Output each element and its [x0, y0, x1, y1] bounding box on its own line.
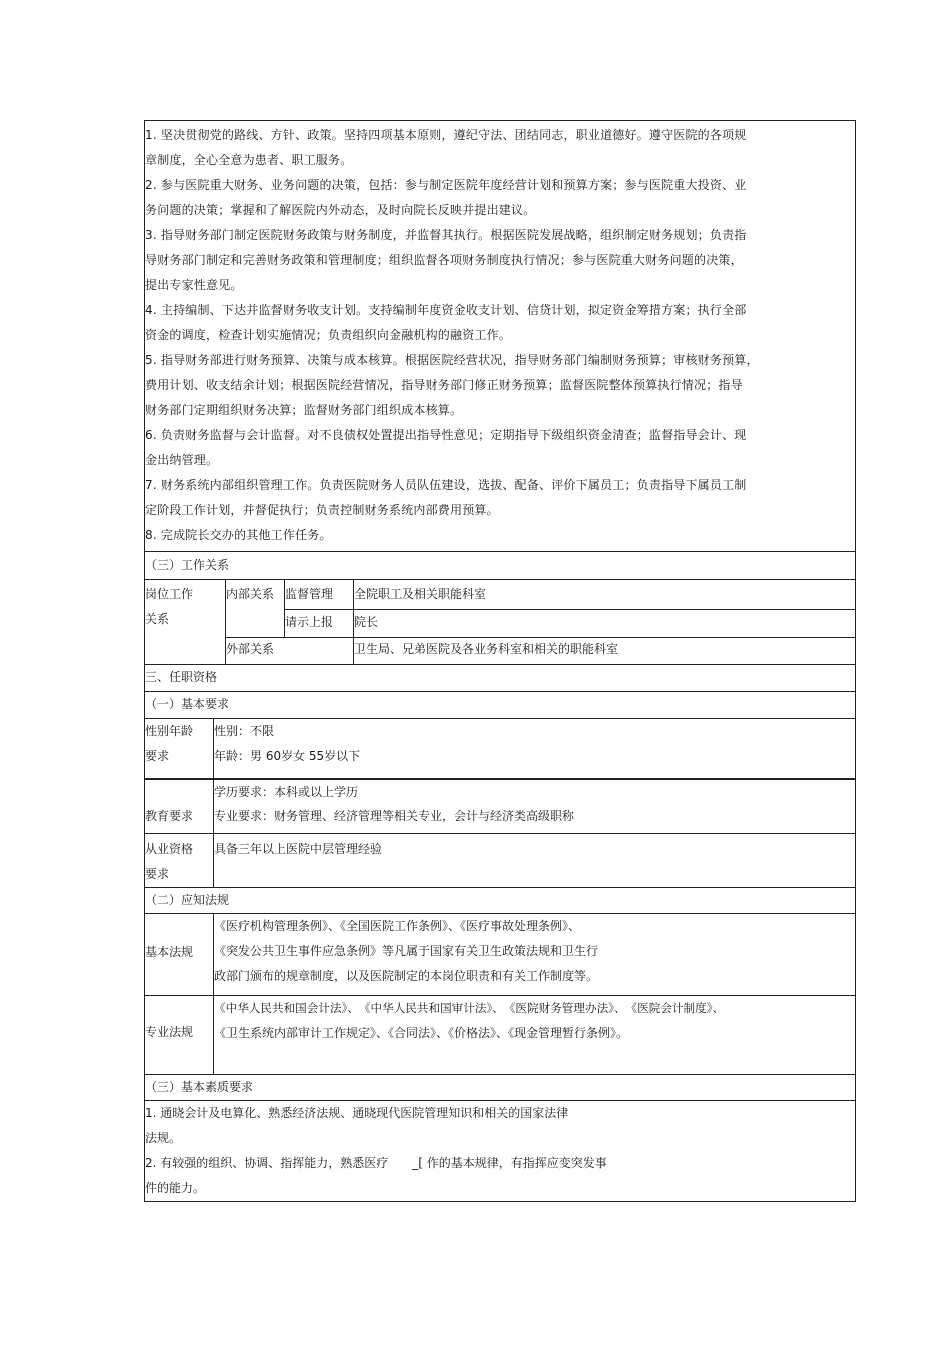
- external-relations-label: 外部关系: [226, 642, 275, 656]
- duty-line: 提出专家性意见。: [145, 278, 243, 292]
- gender-requirement: 性别：不限: [214, 724, 275, 738]
- basic-laws-label-cell: [145, 914, 213, 995]
- job-description-table: [144, 120, 856, 1202]
- duty-line: 定阶段工作计划，并督促执行；负责控制财务系统内部费用预算。: [145, 503, 499, 517]
- pro-laws-value-cell: [213, 996, 855, 1074]
- qualifications-heading-row: [144, 665, 856, 692]
- relations-label-line1: 岗位工作: [145, 587, 194, 601]
- supervise-value: 全院职工及相关职能科室: [354, 587, 487, 601]
- education-value-cell: [213, 780, 855, 833]
- basic-laws-row: [144, 914, 856, 996]
- basic-requirements-heading-row: [144, 692, 856, 719]
- work-relations-row: [144, 580, 856, 665]
- external-relations-cell: [225, 638, 353, 664]
- gender-age-label-cell: [145, 719, 213, 778]
- quality-line: 件的能力。: [145, 1181, 206, 1195]
- education-label: 教育要求: [145, 809, 194, 823]
- quality-line: 2. 有较强的组织、协调、指挥能力，熟悉医疗 _[ 作的基本规律，有指挥应变突发事: [145, 1156, 607, 1170]
- duty-line: 资金的调度，检查计划实施情况；负责组织向金融机构的融资工作。: [145, 328, 512, 342]
- basic-laws-line: 政部门颁布的规章制度，以及医院制定的本岗位职责和有关工作制度等。: [214, 969, 599, 983]
- gender-age-value-cell: [213, 719, 855, 778]
- experience-label-line1: 从业资格: [145, 842, 194, 856]
- quality-heading-row: [144, 1075, 856, 1101]
- laws-heading: （二）应知法规: [145, 893, 230, 907]
- pro-laws-label-cell: [145, 996, 213, 1074]
- internal-relations-cell: [225, 580, 284, 638]
- duty-line: 费用计划、收支结余计划；根据医院经营情况，指导财务部门修正财务预算；监督医院整体预算执行情况；指导: [145, 378, 743, 392]
- laws-heading-row: [144, 888, 856, 914]
- gender-age-label-line1: 性别年龄: [145, 724, 194, 738]
- pro-laws-line: 《卫生系统内部审计工作规定》、《合同法》、《价格法》、《现金管理暂行条例》。: [214, 1026, 629, 1040]
- duty-line: 1. 坚决贯彻党的路线、方针、政策。坚持四项基本原则，遵纪守法、团结同志，职业道德好。遵守医院的各项规: [145, 128, 747, 142]
- age-requirement: 年龄：男 60岁女 55岁以下: [214, 749, 361, 763]
- basic-laws-value-cell: [213, 914, 855, 995]
- basic-laws-label: 基本法规: [145, 945, 194, 959]
- relation-value-cell: [353, 580, 855, 665]
- experience-label-line2: 要求: [145, 867, 170, 881]
- education-degree: 学历要求：本科或以上学历: [214, 785, 359, 799]
- quality-line: 法规。: [145, 1131, 182, 1145]
- duty-line: 财务部门定期组织财务决算；监督财务部门组织成本核算。: [145, 403, 463, 417]
- internal-relations-label: 内部关系: [226, 587, 275, 601]
- report-label: 请示上报: [285, 615, 334, 629]
- duty-line: 7. 财务系统内部组织管理工作。负责医院财务人员队伍建设，选拔、配备、评价下属员工；负责指导下属员工制: [145, 478, 747, 492]
- relations-label-line2: 关系: [145, 612, 170, 626]
- duty-line: 2. 参与医院重大财务、业务问题的决策，包括：参与制定医院年度经营计划和预算方案；参与医院重大投资、业: [145, 178, 747, 192]
- quality-row: [144, 1101, 856, 1202]
- supervise-label: 监督管理: [285, 587, 334, 601]
- qualifications-heading: 三、任职资格: [145, 670, 218, 684]
- pro-laws-row: [144, 996, 856, 1075]
- experience-row: [144, 834, 856, 888]
- report-value: 院长: [354, 615, 379, 629]
- experience-value: 具备三年以上医院中层管理经验: [214, 842, 383, 856]
- duties-section: [144, 120, 856, 551]
- basic-requirements-heading: （一）基本要求: [145, 697, 230, 711]
- pro-laws-label: 专业法规: [145, 1025, 194, 1039]
- gender-age-label-line2: 要求: [145, 749, 170, 763]
- work-relations-heading: （三）工作关系: [145, 558, 230, 572]
- duty-line: 5. 指导财务部进行财务预算、决策与成本核算。根据医院经营状况，指导财务部门编制财务预算；审核财务预算，: [145, 353, 759, 367]
- relations-label-cell: [145, 580, 225, 664]
- pro-laws-line: 《中华人民共和国会计法》、 《中华人民共和国审计法》、 《医院财务管理办法》、 《医院会计制度》、: [214, 1001, 725, 1015]
- duty-line: 3. 指导财务部门制定医院财务政策与财务制度，并监督其执行。根据医院发展战略，组织制定财务规划；负责指: [145, 228, 747, 242]
- education-major: 专业要求：财务管理、经济管理等相关专业，会计与经济类高级职称: [214, 809, 575, 823]
- duty-line: 章制度，全心全意为患者、职工服务。: [145, 153, 353, 167]
- basic-laws-line: 《医疗机构管理条例》、《全国医院工作条例》、《医疗事故处理条例》、: [214, 919, 581, 933]
- duty-line: 金出纳管理。: [145, 453, 219, 467]
- education-row: [144, 779, 856, 834]
- duty-line: 导财务部门制定和完善财务政策和管理制度；组织监督各项财务制度执行情况；参与医院重大财务问题的决策，: [145, 253, 743, 267]
- quality-line: 1. 通晓会计及电算化、熟悉经济法规、通晓现代医院管理知识和相关的国家法律: [145, 1106, 569, 1120]
- experience-value-cell: [213, 834, 855, 887]
- external-value: 卫生局、兄弟医院及各业务科室和相关的职能科室: [354, 642, 619, 656]
- divider: [284, 609, 855, 610]
- gender-age-row: [144, 719, 856, 779]
- work-relations-heading-row: [144, 551, 856, 580]
- experience-label-cell: [145, 834, 213, 887]
- quality-heading: （三）基本素质要求: [145, 1080, 254, 1094]
- duty-line: 6. 负责财务监督与会计监督。对不良债权处置提出指导性意见；定期指导下级组织资金清查；监督指导会计、现: [145, 428, 747, 442]
- education-label-cell: [145, 780, 213, 833]
- duty-line: 务问题的决策；掌握和了解医院内外动态，及时向院长反映并提出建议。: [145, 203, 536, 217]
- duty-line: 4. 主持编制、下达并监督财务收支计划。支持编制年度资金收支计划、信贷计划，拟定资金筹措方案；执行全部: [145, 303, 747, 317]
- duty-line: 8. 完成院长交办的其他工作任务。: [145, 528, 332, 542]
- basic-laws-line: 《突发公共卫生事件应急条例》等凡属于国家有关卫生政策法规和卫生行: [214, 944, 599, 958]
